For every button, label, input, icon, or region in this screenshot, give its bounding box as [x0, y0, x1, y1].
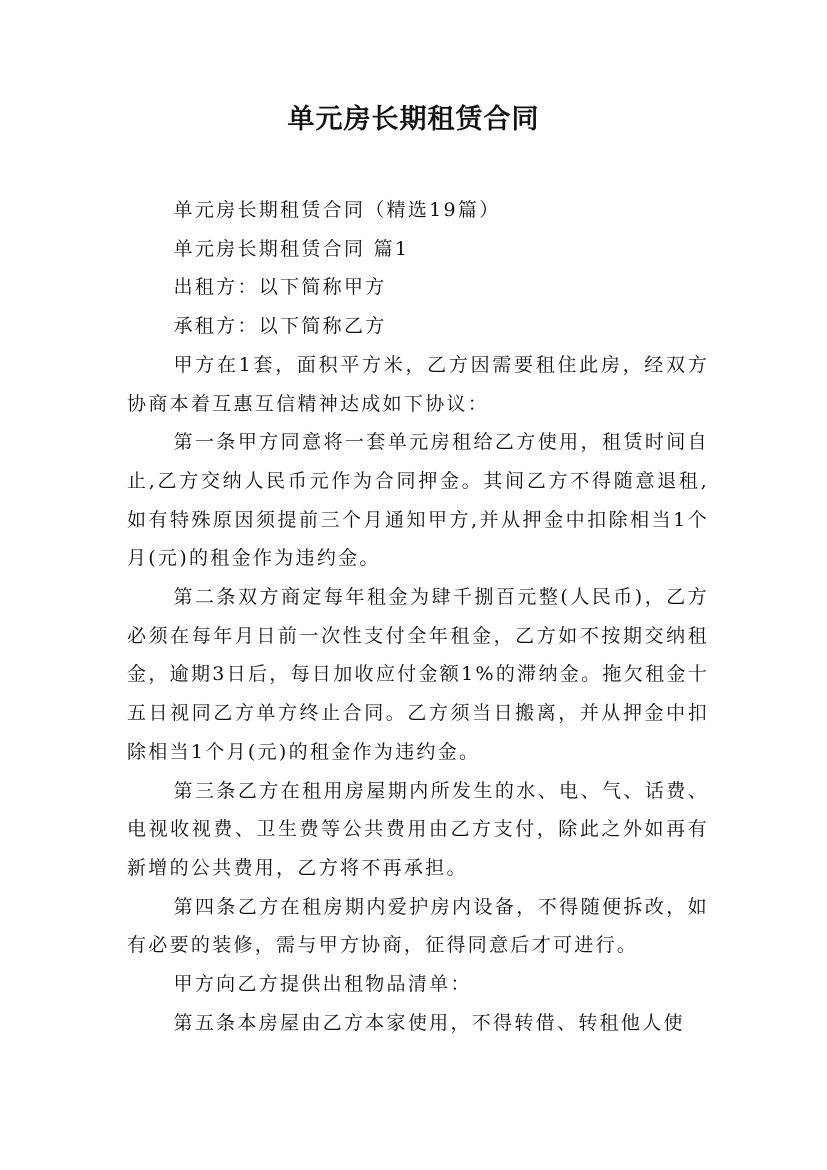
paragraph-subtitle: 单元房长期租赁合同（精选19篇）	[173, 199, 501, 221]
paragraph-article-1: 第一条甲方同意将一套单元房租给乙方使用，租赁时间自止,乙方交纳人民币元作为合同押金。其间乙方不得随意退租,如有特殊原因须提前三个月通知甲方,并从押金中扣除相当1个月(元)的租金作为违约金。	[127, 431, 709, 570]
paragraph-intro: 甲方在1套，面积平方米，乙方因需要租住此房，经双方协商本着互惠互信精神达成如下协议：	[127, 353, 709, 415]
document-title: 单元房长期租赁合同	[287, 104, 540, 135]
paragraph-article-2: 第二条双方商定每年租金为肆千捌百元整(人民币)，乙方必须在每年月日前一次性支付全年租金，乙方如不按期交纳租金，逾期3日后，每日加收应付金额1%的滞纳金。拖欠租金十五日视同乙方单方终止合同。乙方须当日搬离，并从押金中扣除相当1个月(元)的租金作为违约金。	[127, 586, 709, 763]
paragraph-article-4: 第四条乙方在租房期内爱护房内设备，不得随便拆改，如有必要的装修，需与甲方协商，征得同意后才可进行。	[127, 895, 709, 957]
paragraph-item-list: 甲方向乙方提供出租物品清单：	[173, 973, 472, 996]
paragraph-part-heading: 单元房长期租赁合同 篇1	[173, 237, 410, 260]
paragraph-lessor: 出租方：以下简称甲方	[173, 276, 387, 299]
paragraph-article-3: 第三条乙方在租用房屋期内所发生的水、电、气、话费、电视收视费、卫生费等公共费用由乙方支付，除此之外如再有新增的公共费用，乙方将不再承担。	[127, 779, 709, 879]
paragraph-article-5: 第五条本房屋由乙方本家使用，不得转借、转租他人使	[173, 1011, 685, 1034]
document-body	[127, 191, 709, 1042]
paragraph-lessee: 承租方：以下简称乙方	[173, 315, 387, 338]
